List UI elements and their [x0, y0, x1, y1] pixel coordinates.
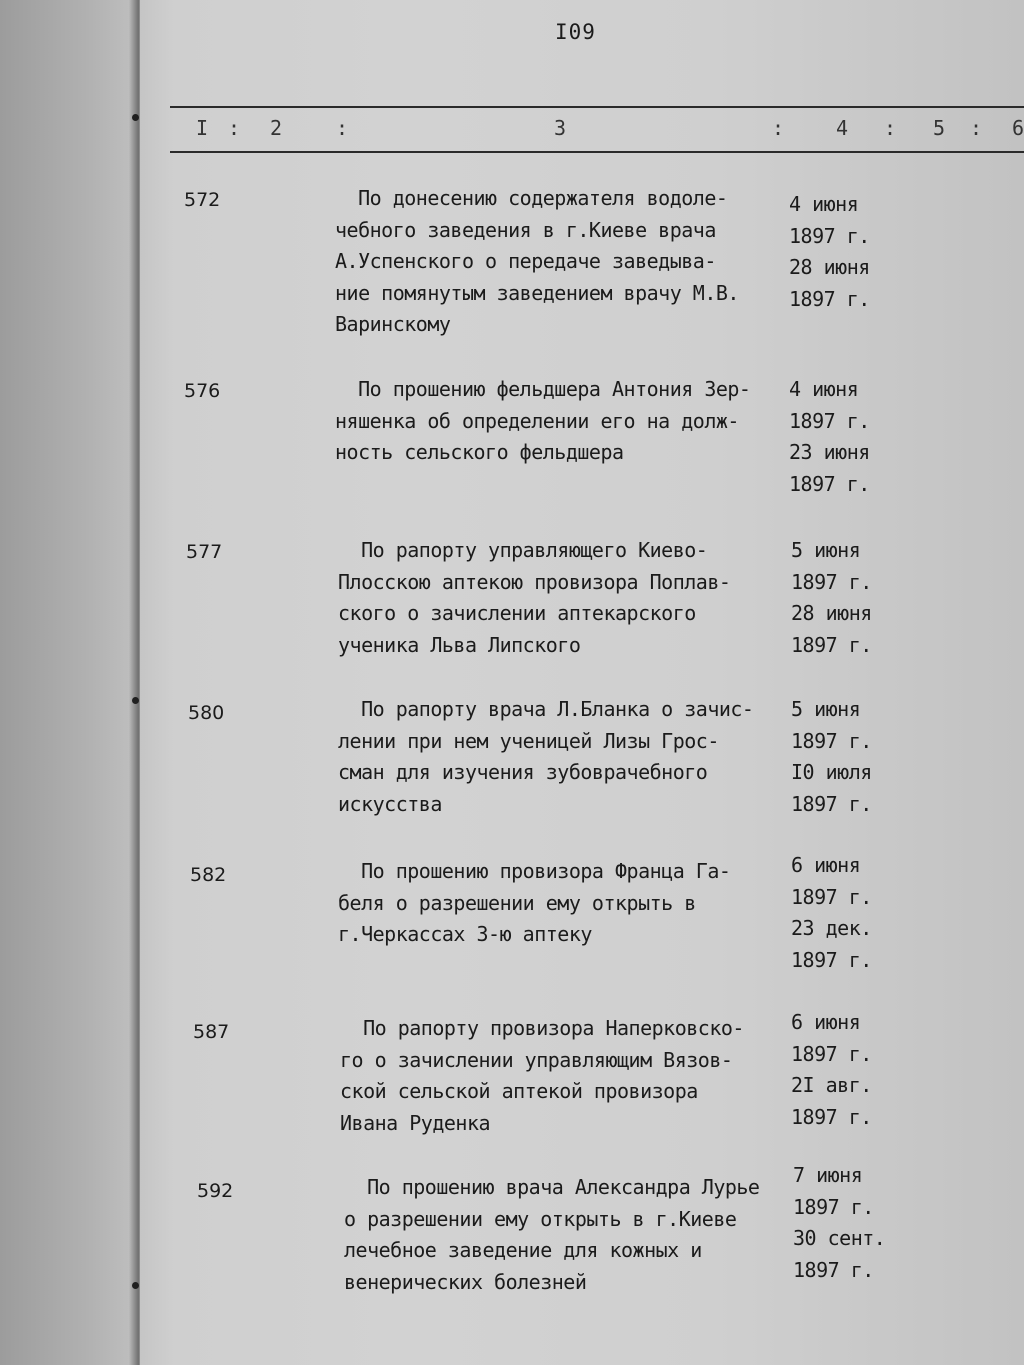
- description-line: Плосскою аптекою провизора Поплав-: [338, 569, 731, 594]
- description-line: няшенка об определении его на долж-: [335, 408, 739, 433]
- header-bottom-rule: [170, 151, 1024, 153]
- entry-description: [340, 1013, 810, 1139]
- date-start-day: 6 июня: [791, 1010, 861, 1034]
- description-line: По прошению врача Александра Лурье: [344, 1175, 760, 1199]
- date-end-day: 28 июня: [789, 255, 870, 279]
- entry-number: 587: [193, 1021, 230, 1043]
- column-header: 2: [270, 116, 283, 140]
- date-end-day: 30 сент.: [793, 1226, 886, 1250]
- binding-hole: [132, 114, 139, 121]
- description-line: По рапорту врача Л.Бланка о зачис-: [338, 697, 754, 721]
- date-end-year: 1897 г.: [789, 471, 870, 496]
- date-end-day: I0 июля: [791, 760, 872, 784]
- date-start-year: 1897 г.: [791, 1041, 872, 1066]
- column-header: I: [196, 116, 209, 140]
- entry-dates: [791, 850, 872, 976]
- date-start-day: 6 июня: [791, 853, 861, 877]
- entry-number: 577: [186, 541, 223, 563]
- entry-dates: [791, 535, 872, 661]
- column-separator: :: [772, 116, 785, 140]
- date-start-day: 5 июня: [791, 697, 861, 721]
- date-start-day: 4 июня: [789, 192, 859, 216]
- column-header: 3: [554, 116, 567, 140]
- description-line: беля о разрешении ему открыть в: [338, 890, 696, 915]
- date-start-year: 1897 г.: [791, 884, 872, 909]
- column-separator: :: [970, 116, 983, 140]
- description-line: Ивана Руденка: [340, 1110, 491, 1135]
- date-start-day: 7 июня: [793, 1163, 863, 1187]
- binding-hole: [132, 1282, 139, 1289]
- description-line: го о зачислении управляющим Вязов-: [340, 1047, 733, 1072]
- description-line: г.Черкассах 3-ю аптеку: [338, 922, 592, 946]
- entry-dates: [789, 374, 870, 500]
- date-end-year: 1897 г.: [791, 791, 872, 816]
- date-start-year: 1897 г.: [789, 223, 870, 248]
- date-start-year: 1897 г.: [793, 1194, 874, 1219]
- entry-description: [335, 183, 805, 341]
- description-line: По донесению содержателя водоле-: [335, 186, 728, 210]
- entry-dates: [789, 189, 870, 315]
- description-line: По рапорту управляющего Киево-: [338, 538, 708, 562]
- description-line: По прошению провизора Франца Га-: [338, 859, 731, 883]
- entry-description: [344, 1172, 804, 1298]
- date-start-year: 1897 г.: [791, 728, 872, 753]
- date-end-year: 1897 г.: [791, 1104, 872, 1129]
- entry-dates: [791, 694, 872, 820]
- column-header: 5: [933, 116, 946, 140]
- date-end-day: 23 июня: [789, 440, 870, 464]
- date-end-day: 28 июня: [791, 601, 872, 625]
- date-start-year: 1897 г.: [789, 408, 870, 433]
- description-line: лении при нем ученицей Лизы Грос-: [338, 728, 719, 753]
- description-line: венерических болезней: [344, 1269, 587, 1294]
- entry-description: [335, 374, 805, 469]
- date-start-day: 4 июня: [789, 377, 859, 401]
- date-start-day: 5 июня: [791, 538, 861, 562]
- date-end-year: 1897 г.: [791, 947, 872, 972]
- description-line: ние помянутым заведением врачу М.В.: [335, 280, 739, 305]
- entry-description: [338, 856, 808, 951]
- date-end-day: 23 дек.: [791, 916, 872, 940]
- entry-number: 582: [190, 864, 227, 886]
- entry-dates: [793, 1160, 885, 1286]
- column-separator: :: [884, 116, 897, 140]
- date-end-year: 1897 г.: [789, 286, 870, 311]
- description-line: чебного заведения в г.Киеве врача: [335, 217, 716, 242]
- entry-number: 592: [197, 1180, 234, 1202]
- entry-description: [338, 535, 808, 661]
- entry-dates: [791, 1007, 872, 1133]
- description-line: По прошению фельдшера Антония Зер-: [335, 377, 751, 401]
- description-line: лечебное заведение для кожных и: [344, 1238, 702, 1262]
- description-line: сман для изучения зубоврачебного: [338, 760, 708, 784]
- header-top-rule: [170, 106, 1024, 108]
- description-line: о разрешении ему открыть в г.Киеве: [344, 1206, 737, 1231]
- binding-shadow: [0, 0, 140, 1365]
- date-end-day: 2I авг.: [791, 1073, 872, 1097]
- entry-number: 572: [184, 189, 221, 211]
- description-line: Варинскому: [335, 312, 451, 336]
- column-separator: :: [336, 116, 349, 140]
- entry-number: 580: [188, 702, 225, 724]
- page-number: I09: [555, 20, 596, 44]
- description-line: ученика Льва Липского: [338, 632, 581, 657]
- description-line: По рапорту провизора Наперковско-: [340, 1016, 744, 1040]
- column-header: 4: [836, 116, 849, 140]
- column-separator: :: [228, 116, 241, 140]
- entry-number: 576: [184, 380, 221, 402]
- date-end-year: 1897 г.: [791, 632, 872, 657]
- description-line: ской сельской аптекой провизора: [340, 1079, 698, 1103]
- entry-description: [338, 694, 808, 820]
- description-line: А.Успенского о передаче заведыва-: [335, 249, 716, 273]
- description-line: ского о зачислении аптекарского: [338, 601, 696, 625]
- date-start-year: 1897 г.: [791, 569, 872, 594]
- description-line: искусства: [338, 791, 442, 816]
- description-line: ность сельского фельдшера: [335, 440, 624, 464]
- column-header: 6: [1012, 116, 1024, 140]
- binding-hole: [132, 697, 139, 704]
- date-end-year: 1897 г.: [793, 1257, 874, 1282]
